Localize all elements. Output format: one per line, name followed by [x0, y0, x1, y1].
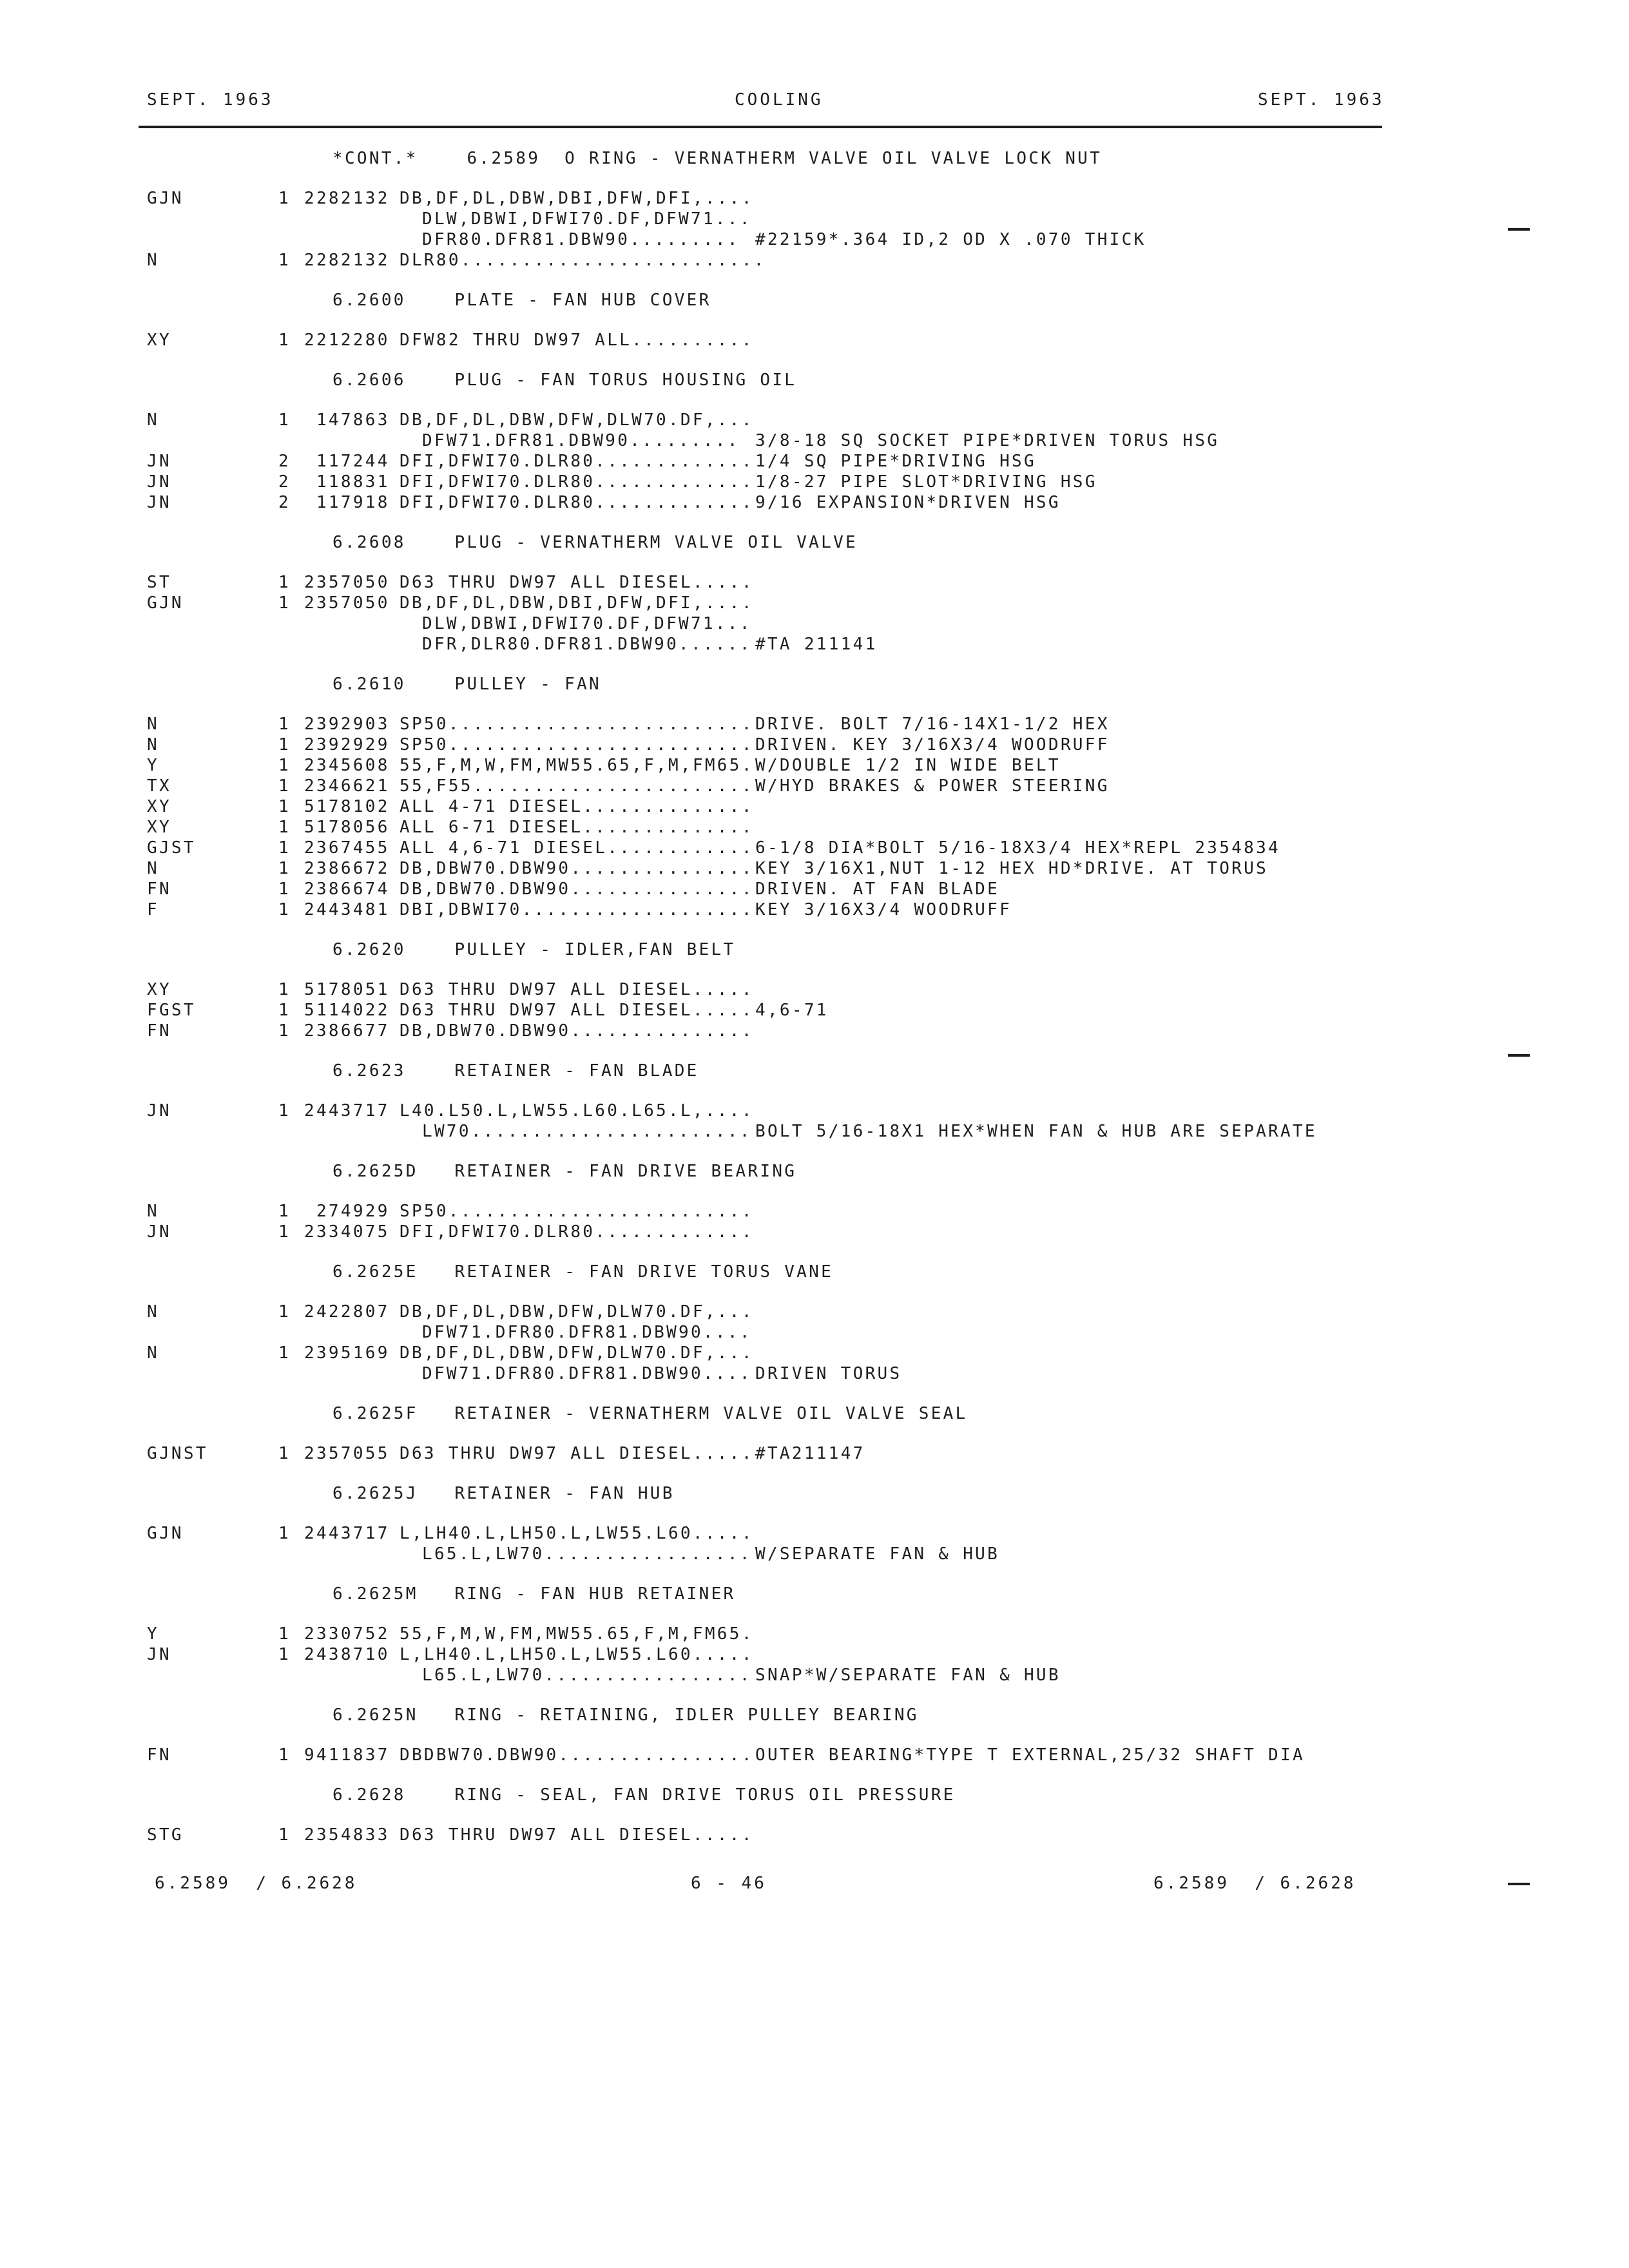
model-code: XY	[147, 797, 171, 816]
part-number: 2357050	[304, 593, 390, 613]
section-heading-row	[0, 290, 1629, 311]
model-code: N	[147, 715, 159, 734]
application-text: L40.L50.L,LW55.L60.L65.L,....	[400, 1101, 754, 1120]
section-heading: 6.2625J RETAINER - FAN HUB	[333, 1484, 675, 1503]
margin-mark	[1508, 1054, 1530, 1057]
part-entry-line	[0, 776, 1629, 796]
header-rule	[139, 126, 1382, 128]
application-text: DB,DF,DL,DBW,DBI,DFW,DFI,....	[400, 593, 754, 613]
application-text: DB,DBW70.DBW90...............	[400, 879, 754, 899]
model-code: Y	[147, 1624, 159, 1644]
quantity: 1	[278, 900, 291, 919]
part-entry-line	[0, 1302, 1629, 1322]
application-text: DLW,DBWI,DFWI70.DF,DFW71...	[422, 614, 752, 633]
application-text: DBI,DBWI70...................	[400, 900, 754, 919]
model-code: Y	[147, 756, 159, 775]
part-number: 2422807	[304, 1302, 390, 1321]
quantity: 1	[278, 735, 291, 754]
model-code: JN	[147, 472, 171, 492]
application-text: DFI,DFWI70.DLR80.............	[400, 1222, 754, 1242]
quantity: 1	[278, 980, 291, 999]
application-text: DFW71.DFR80.DFR81.DBW90....	[422, 1364, 752, 1383]
application-text: DBDBW70.DBW90................	[400, 1745, 754, 1765]
section-heading-row	[0, 1483, 1629, 1504]
model-code: STG	[147, 1825, 184, 1845]
application-text: ALL 6-71 DIESEL..............	[400, 818, 754, 837]
footer-range-left: 6.2589 / 6.2628	[155, 1874, 358, 1893]
section-heading: 6.2625F RETAINER - VERNATHERM VALVE OIL VALVE SEAL	[333, 1404, 968, 1423]
part-number: 2443717	[304, 1101, 390, 1120]
quantity: 1	[278, 756, 291, 775]
section-heading-row	[0, 1403, 1629, 1424]
part-number: 5178051	[304, 980, 390, 999]
part-entry-line	[0, 796, 1629, 817]
part-description: 3/8-18 SQ SOCKET PIPE*DRIVEN TORUS HSG	[755, 431, 1220, 450]
part-description: DRIVEN TORUS	[755, 1364, 902, 1383]
header-date-right: SEPT. 1963	[1258, 90, 1385, 110]
part-number: 2345608	[304, 756, 390, 775]
part-description: W/DOUBLE 1/2 IN WIDE BELT	[755, 756, 1061, 775]
section-heading: 6.2608 PLUG - VERNATHERM VALVE OIL VALVE	[333, 533, 858, 552]
part-entry-line	[0, 1644, 1629, 1665]
model-code: GJNST	[147, 1444, 208, 1463]
part-description: 6-1/8 DIA*BOLT 5/16-18X3/4 HEX*REPL 2354834	[755, 838, 1280, 858]
parts-list	[0, 148, 1629, 1845]
application-text: DFI,DFWI70.DLR80.............	[400, 452, 754, 471]
part-description: #TA211147	[755, 1444, 865, 1463]
part-number: 2334075	[304, 1222, 390, 1242]
part-entry-line	[0, 838, 1629, 858]
part-description: DRIVEN. AT FAN BLADE	[755, 879, 1000, 899]
application-text: ALL 4,6-71 DIESEL............	[400, 838, 754, 858]
part-entry-line	[0, 330, 1629, 351]
part-entry-line	[0, 410, 1629, 430]
quantity: 1	[278, 331, 291, 350]
part-number: 2354833	[304, 1825, 390, 1845]
quantity: 1	[278, 1001, 291, 1020]
part-number: 147863	[304, 410, 390, 430]
quantity: 1	[278, 573, 291, 592]
application-text: DLW,DBWI,DFWI70.DF,DFW71...	[422, 209, 752, 229]
section-heading: 6.2625M RING - FAN HUB RETAINER	[333, 1584, 736, 1604]
section-heading-row	[0, 532, 1629, 553]
quantity: 1	[278, 251, 291, 270]
section-heading-row	[0, 1785, 1629, 1805]
part-number: 5178102	[304, 797, 390, 816]
part-description: 1/8-27 PIPE SLOT*DRIVING HSG	[755, 472, 1097, 492]
margin-mark	[1508, 1883, 1530, 1885]
quantity: 1	[278, 410, 291, 430]
model-code: N	[147, 1302, 159, 1321]
application-text: 55,F,M,W,FM,MW55.65,F,M,FM65.	[400, 756, 754, 775]
model-code: N	[147, 859, 159, 878]
part-entry-line	[0, 634, 1629, 655]
part-entry-line	[0, 1745, 1629, 1765]
application-text: SP50.........................	[400, 715, 754, 734]
quantity: 1	[278, 1825, 291, 1845]
application-text: DFI,DFWI70.DLR80.............	[400, 472, 754, 492]
part-number: 2392903	[304, 715, 390, 734]
part-entry-line	[0, 250, 1629, 271]
quantity: 2	[278, 493, 291, 512]
application-text: DLR80.........................	[400, 251, 766, 270]
quantity: 1	[278, 797, 291, 816]
model-code: GJST	[147, 838, 196, 858]
application-text: DB,DF,DL,DBW,DFW,DLW70.DF,...	[400, 1343, 754, 1363]
part-description: OUTER BEARING*TYPE T EXTERNAL,25/32 SHAFT DIA	[755, 1745, 1305, 1765]
section-heading: 6.2606 PLUG - FAN TORUS HOUSING OIL	[333, 370, 797, 390]
part-entry-line	[0, 755, 1629, 776]
quantity: 1	[278, 1444, 291, 1463]
model-code: JN	[147, 493, 171, 512]
part-entry-line	[0, 1825, 1629, 1845]
header-date-left: SEPT. 1963	[147, 90, 274, 110]
part-description: BOLT 5/16-18X1 HEX*WHEN FAN & HUB ARE SEPARATE	[755, 1122, 1317, 1141]
part-entry-line	[0, 1665, 1629, 1686]
part-entry-line	[0, 1363, 1629, 1384]
part-description: DRIVEN. KEY 3/16X3/4 WOODRUFF	[755, 735, 1110, 754]
part-number: 2443481	[304, 900, 390, 919]
part-number: 2330752	[304, 1624, 390, 1644]
quantity: 1	[278, 1021, 291, 1041]
application-text: LW70.......................	[422, 1122, 752, 1141]
part-number: 117244	[304, 452, 390, 471]
model-code: JN	[147, 1222, 171, 1242]
application-text: L65.L,LW70.................	[422, 1666, 752, 1685]
part-entry-line	[0, 1201, 1629, 1222]
model-code: XY	[147, 980, 171, 999]
application-text: L,LH40.L,LH50.L,LW55.L60.....	[400, 1524, 754, 1543]
model-code: JN	[147, 452, 171, 471]
part-entry-line	[0, 613, 1629, 634]
part-entry-line	[0, 209, 1629, 229]
part-number: 117918	[304, 493, 390, 512]
part-number: 2367455	[304, 838, 390, 858]
quantity: 1	[278, 1222, 291, 1242]
part-description: 4,6-71	[755, 1001, 829, 1020]
quantity: 1	[278, 838, 291, 858]
model-code: FN	[147, 1745, 171, 1765]
quantity: 1	[278, 715, 291, 734]
part-entry-line	[0, 899, 1629, 920]
section-heading: 6.2620 PULLEY - IDLER,FAN BELT	[333, 940, 736, 959]
application-text: DB,DF,DL,DBW,DFW,DLW70.DF,...	[400, 410, 754, 430]
application-text: DFW71.DFR80.DFR81.DBW90....	[422, 1323, 752, 1342]
section-heading: 6.2625N RING - RETAINING, IDLER PULLEY BEARING	[333, 1706, 919, 1725]
quantity: 1	[278, 1624, 291, 1644]
application-text: DFW82 THRU DW97 ALL..........	[400, 331, 754, 350]
application-text: DFR,DLR80.DFR81.DBW90......	[422, 635, 752, 654]
part-number: 2395169	[304, 1343, 390, 1363]
model-code: TX	[147, 776, 171, 796]
part-number: 2212280	[304, 331, 390, 350]
application-text: D63 THRU DW97 ALL DIESEL.....	[400, 1001, 754, 1020]
section-heading: *CONT.* 6.2589 O RING - VERNATHERM VALVE OIL VALVE LOCK NUT	[333, 149, 1103, 168]
application-text: DB,DF,DL,DBW,DFW,DLW70.DF,...	[400, 1302, 754, 1321]
section-heading: 6.2623 RETAINER - FAN BLADE	[333, 1061, 699, 1081]
part-entry-line	[0, 1322, 1629, 1343]
quantity: 1	[278, 776, 291, 796]
section-heading-row	[0, 1705, 1629, 1725]
application-text: DFR80.DFR81.DBW90.........	[422, 230, 740, 249]
part-entry-line	[0, 1100, 1629, 1121]
part-entry-line	[0, 451, 1629, 472]
part-entry-line	[0, 735, 1629, 755]
part-entry-line	[0, 1523, 1629, 1544]
application-text: D63 THRU DW97 ALL DIESEL.....	[400, 1444, 754, 1463]
part-entry-line	[0, 1000, 1629, 1021]
model-code: FN	[147, 879, 171, 899]
application-text: DB,DF,DL,DBW,DBI,DFW,DFI,....	[400, 189, 754, 208]
application-text: D63 THRU DW97 ALL DIESEL.....	[400, 980, 754, 999]
quantity: 2	[278, 472, 291, 492]
section-heading-row	[0, 674, 1629, 695]
part-entry-line	[0, 572, 1629, 593]
part-number: 2282132	[304, 251, 390, 270]
part-entry-line	[0, 430, 1629, 451]
part-number: 2392929	[304, 735, 390, 754]
section-heading: 6.2610 PULLEY - FAN	[333, 675, 601, 694]
model-code: FN	[147, 1021, 171, 1041]
part-number: 2438710	[304, 1645, 390, 1664]
part-number: 9411837	[304, 1745, 390, 1765]
part-description: SNAP*W/SEPARATE FAN & HUB	[755, 1666, 1061, 1685]
part-description: W/SEPARATE FAN & HUB	[755, 1544, 1000, 1564]
application-text: L65.L,LW70.................	[422, 1544, 752, 1564]
section-heading: 6.2625E RETAINER - FAN DRIVE TORUS VANE	[333, 1262, 834, 1282]
part-number: 5114022	[304, 1001, 390, 1020]
part-number: 2386677	[304, 1021, 390, 1041]
part-entry-line	[0, 817, 1629, 838]
section-heading-row	[0, 1161, 1629, 1182]
application-text: SP50.........................	[400, 735, 754, 754]
margin-mark	[1508, 228, 1530, 231]
quantity: 1	[278, 1745, 291, 1765]
part-number: 2386672	[304, 859, 390, 878]
application-text: 55,F55.......................	[400, 776, 754, 796]
part-entry-line	[0, 492, 1629, 513]
quantity: 1	[278, 1524, 291, 1543]
application-text: SP50.........................	[400, 1202, 754, 1221]
model-code: XY	[147, 818, 171, 837]
part-entry-line	[0, 1544, 1629, 1564]
model-code: N	[147, 410, 159, 430]
application-text: D63 THRU DW97 ALL DIESEL.....	[400, 1825, 754, 1845]
section-heading: 6.2625D RETAINER - FAN DRIVE BEARING	[333, 1162, 797, 1181]
part-entry-line	[0, 188, 1629, 209]
model-code: F	[147, 900, 159, 919]
application-text: DB,DBW70.DBW90...............	[400, 859, 754, 878]
section-heading-row	[0, 370, 1629, 390]
quantity: 1	[278, 1645, 291, 1664]
part-number: 2386674	[304, 879, 390, 899]
section-heading-row	[0, 1061, 1629, 1081]
footer-range-right: 6.2589 / 6.2628	[1153, 1874, 1356, 1893]
part-description: DRIVE. BOLT 7/16-14X1-1/2 HEX	[755, 715, 1110, 734]
section-heading-row	[0, 148, 1629, 169]
part-entry-line	[0, 858, 1629, 879]
part-number: 2346621	[304, 776, 390, 796]
model-code: GJN	[147, 593, 184, 613]
part-entry-line	[0, 1021, 1629, 1041]
part-entry-line	[0, 1121, 1629, 1142]
part-number: 274929	[304, 1202, 390, 1221]
quantity: 1	[278, 1343, 291, 1363]
model-code: GJN	[147, 189, 184, 208]
part-number: 2357050	[304, 573, 390, 592]
part-description: #TA 211141	[755, 635, 878, 654]
model-code: N	[147, 735, 159, 754]
model-code: XY	[147, 331, 171, 350]
part-entry-line	[0, 593, 1629, 613]
section-heading-row	[0, 939, 1629, 960]
quantity: 1	[278, 818, 291, 837]
model-code: N	[147, 1202, 159, 1221]
application-text: D63 THRU DW97 ALL DIESEL.....	[400, 573, 754, 592]
quantity: 1	[278, 1101, 291, 1120]
part-entry-line	[0, 472, 1629, 492]
model-code: ST	[147, 573, 171, 592]
quantity: 1	[278, 1302, 291, 1321]
part-entry-line	[0, 1222, 1629, 1242]
application-text: ALL 4-71 DIESEL..............	[400, 797, 754, 816]
section-heading-row	[0, 1262, 1629, 1282]
quantity: 1	[278, 593, 291, 613]
part-description: 9/16 EXPANSION*DRIVEN HSG	[755, 493, 1061, 512]
part-description: KEY 3/16X1,NUT 1-12 HEX HD*DRIVE. AT TORUS	[755, 859, 1269, 878]
model-code: JN	[147, 1645, 171, 1664]
application-text: 55,F,M,W,FM,MW55.65,F,M,FM65.	[400, 1624, 754, 1644]
section-heading: 6.2600 PLATE - FAN HUB COVER	[333, 291, 711, 310]
part-entry-line	[0, 879, 1629, 899]
part-number: 2282132	[304, 189, 390, 208]
part-number: 118831	[304, 472, 390, 492]
header-section-title: COOLING	[735, 90, 824, 110]
part-description: #22159*.364 ID,2 OD X .070 THICK	[755, 230, 1146, 249]
model-code: N	[147, 1343, 159, 1363]
part-entry-line	[0, 714, 1629, 735]
part-entry-line	[0, 1343, 1629, 1363]
quantity: 1	[278, 859, 291, 878]
part-number: 5178056	[304, 818, 390, 837]
model-code: N	[147, 251, 159, 270]
part-entry-line	[0, 1443, 1629, 1464]
model-code: JN	[147, 1101, 171, 1120]
part-description: 1/4 SQ PIPE*DRIVING HSG	[755, 452, 1036, 471]
application-text: DFI,DFWI70.DLR80.............	[400, 493, 754, 512]
part-entry-line	[0, 979, 1629, 1000]
application-text: DFW71.DFR81.DBW90.........	[422, 431, 740, 450]
section-heading: 6.2628 RING - SEAL, FAN DRIVE TORUS OIL PRESSURE	[333, 1785, 956, 1805]
section-heading-row	[0, 1584, 1629, 1604]
part-description: W/HYD BRAKES & POWER STEERING	[755, 776, 1110, 796]
part-number: 2357055	[304, 1444, 390, 1463]
quantity: 1	[278, 1202, 291, 1221]
part-entry-line	[0, 229, 1629, 250]
model-code: FGST	[147, 1001, 196, 1020]
part-description: KEY 3/16X3/4 WOODRUFF	[755, 900, 1012, 919]
quantity: 1	[278, 189, 291, 208]
model-code: GJN	[147, 1524, 184, 1543]
quantity: 2	[278, 452, 291, 471]
application-text: L,LH40.L,LH50.L,LW55.L60.....	[400, 1645, 754, 1664]
part-number: 2443717	[304, 1524, 390, 1543]
quantity: 1	[278, 879, 291, 899]
application-text: DB,DBW70.DBW90...............	[400, 1021, 754, 1041]
footer-page-number: 6 - 46	[691, 1874, 767, 1893]
part-entry-line	[0, 1624, 1629, 1644]
